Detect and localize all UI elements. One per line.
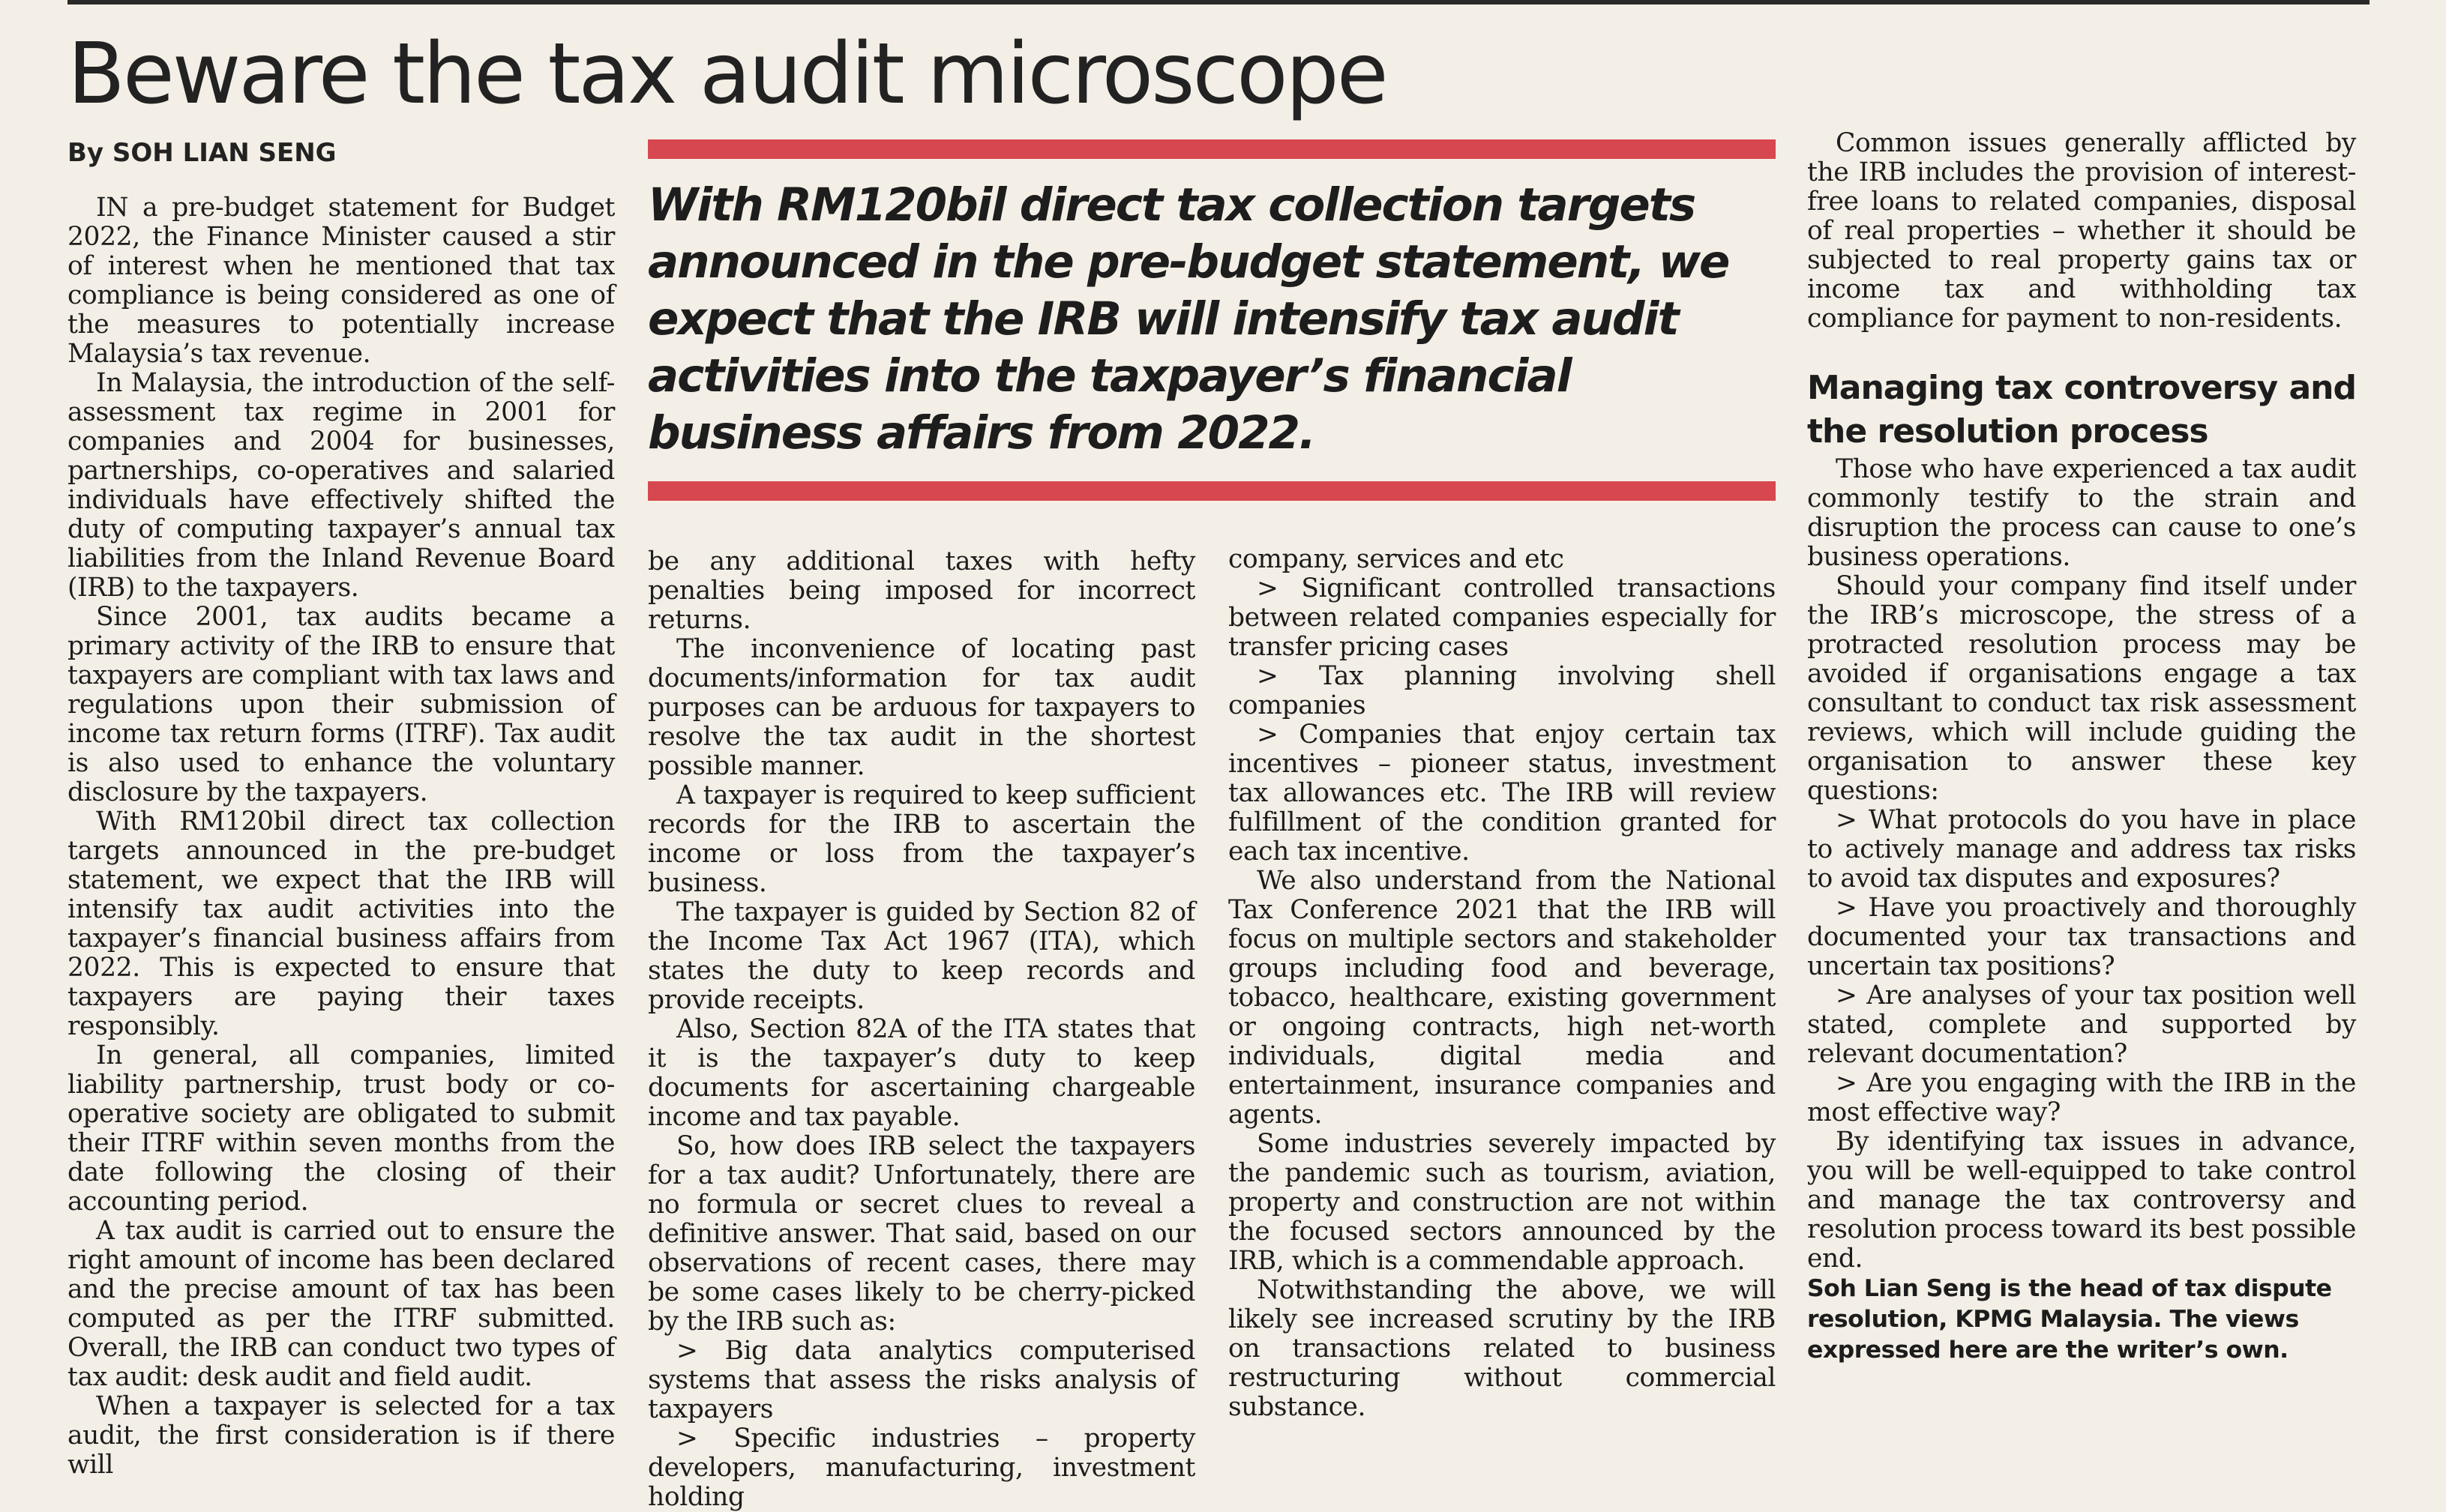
list-item: > Tax planning involving shell companies: [1228, 661, 1776, 720]
article-column-3: [1228, 545, 1776, 1422]
paragraph: In general, all companies, limited liability partnership, trust body or co-operative society are obligated to submit their ITRF within seven months from the date following the closing of their accounting period.: [67, 1040, 615, 1217]
list-item: > Are you engaging with the IRB in the most effective way?: [1807, 1068, 2356, 1127]
list-item: > Specific industries – property developers, manufacturing, investment holding: [648, 1424, 1195, 1512]
list-item: > Companies that enjoy certain tax incentives – pioneer status, investment tax allowances etc. The IRB will review fulfillment of the condition granted for each tax incentive.: [1228, 720, 1776, 867]
paragraph: Those who have experienced a tax audit commonly testify to the strain and disruption the process can cause to one’s business operations.: [1807, 454, 2356, 572]
paragraph: In Malaysia, the introduction of the self-assessment tax regime in 2001 for companies and 2004 for businesses, partnerships, co-operatives and salaried individuals have effectively shifted the duty of computing taxpayer’s annual tax liabilities from the Inland Revenue Board (IRB) to the taxpayers.: [67, 368, 615, 603]
paragraph: When a taxpayer is selected for a tax audit, the first consideration is if there will: [67, 1391, 615, 1480]
article-column-1: [67, 193, 615, 1480]
headline: Beware the tax audit microscope: [67, 25, 1386, 123]
paragraph: Common issues generally afflicted by the IRB includes the provision of interest-free loans to related companies, disposal of real properties – whether it should be subjected to real property gains tax or income tax and withholding tax compliance for payment to non-residents.: [1807, 128, 2356, 334]
pullquote-top-bar: [648, 139, 1776, 159]
author-bio: Soh Lian Seng is the head of tax dispute resolution, KPMG Malaysia. The views expressed here are the writer’s own.: [1807, 1275, 2332, 1364]
byline: By SOH LIAN SENG: [67, 138, 337, 168]
paragraph: We also understand from the National Tax Conference 2021 that the IRB will focus on multiple sectors and stakeholder groups including food and beverage, tobacco, healthcare, existing government or ongoing contracts, high net-worth individuals, digital media and entertainment, insurance companies and agents.: [1228, 866, 1776, 1130]
paragraph: Since 2001, tax audits became a primary activity of the IRB to ensure that taxpayers are compliant with tax laws and regulations upon their submission of income tax return forms (ITRF). Tax audit is also used to enhance the voluntary disclosure by the taxpayers.: [67, 602, 615, 807]
top-rule: [67, 0, 2370, 4]
list-item: > Are analyses of your tax position well stated, complete and supported by relevant documentation?: [1807, 981, 2356, 1069]
article-column-2: [648, 547, 1195, 1512]
pullquote: With RM120bil direct tax collection targets announced in the pre-budget statement, we expect that the IRB will intensify tax audit activities into the taxpayer’s financial business affairs from 2022.: [648, 178, 1729, 460]
paragraph: Should your company find itself under the IRB’s microscope, the stress of a protracted resolution process may be avoided if organisations engage a tax consultant to conduct tax risk assessment reviews, which will include guiding the organisation to answer these key questions:: [1807, 571, 2356, 806]
paragraph: With RM120bil direct tax collection targets announced in the pre-budget statement, we expect that the IRB will intensify tax audit activities into the taxpayer’s financial business affairs from 2022. This is expected to ensure that taxpayers are paying their taxes responsibly.: [67, 807, 615, 1041]
paragraph: Some industries severely impacted by the pandemic such as tourism, aviation, property and construction are not within the focused sectors announced by the IRB, which is a commendable approach.: [1228, 1129, 1776, 1276]
paragraph: So, how does IRB select the taxpayers for a tax audit? Unfortunately, there are no formula or secret clues to reveal a definitive answer. That said, based on our observations of recent cases, there may be some cases likely to be cherry-picked by the IRB such as:: [648, 1131, 1195, 1337]
list-item: > Big data analytics computerised systems that assess the risks analysis of taxpayers: [648, 1336, 1195, 1424]
paragraph: A tax audit is carried out to ensure the right amount of income has been declared and the precise amount of tax has been computed as per the ITRF submitted. Overall, the IRB can conduct two types of tax audit: desk audit and field audit.: [67, 1216, 615, 1392]
list-item: > What protocols do you have in place to actively manage and address tax risks to avoid tax disputes and exposures?: [1807, 805, 2356, 894]
paragraph: IN a pre-budget statement for Budget 2022, the Finance Minister caused a stir of interest when he mentioned that tax compliance is being considered as one of the measures to potentially increase Malaysia’s tax revenue.: [67, 193, 615, 369]
paragraph: Notwithstanding the above, we will likely see increased scrutiny by the IRB on transactions related to business restructuring without commercial substance.: [1228, 1275, 1776, 1422]
paragraph: Also, Section 82A of the ITA states that it is the taxpayer’s duty to keep documents for ascertaining chargeable income and tax payable.: [648, 1014, 1195, 1132]
paragraph: be any additional taxes with hefty penalties being imposed for incorrect returns.: [648, 546, 1195, 635]
list-item: > Have you proactively and thoroughly documented your tax transactions and uncertain tax positions?: [1807, 893, 2356, 981]
paragraph: The inconvenience of locating past documents/information for tax audit purposes can be arduous for taxpayers to resolve the tax audit in the shortest possible manner.: [648, 634, 1195, 781]
article-column-4: [1807, 129, 2356, 1366]
paragraph: The taxpayer is guided by Section 82 of the Income Tax Act 1967 (ITA), which states the duty to keep records and provide receipts.: [648, 897, 1195, 1015]
paragraph: A taxpayer is required to keep sufficient records for the IRB to ascertain the income or loss from the taxpayer’s business.: [648, 780, 1195, 898]
paragraph: By identifying tax issues in advance, you will be well-equipped to take control and manage the tax controversy and resolution process toward its best possible end.: [1807, 1127, 2356, 1274]
paragraph: company, services and etc: [1228, 544, 1564, 574]
list-item: > Significant controlled transactions between related companies especially for transfer pricing cases: [1228, 573, 1776, 662]
subhead: Managing tax controversy and the resolution process: [1807, 369, 2356, 451]
pullquote-bottom-bar: [648, 481, 1776, 501]
